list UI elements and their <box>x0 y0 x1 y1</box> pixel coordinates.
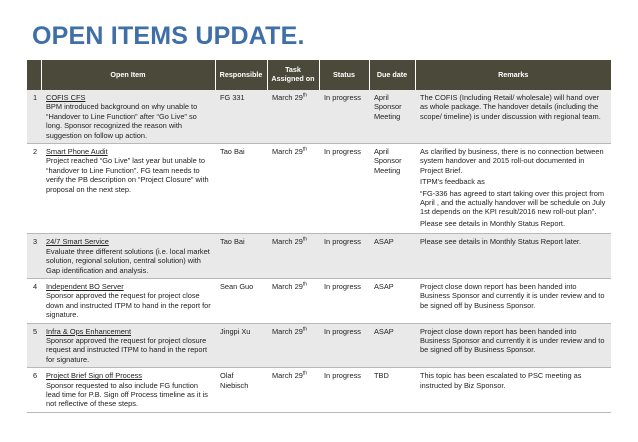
assigned-date: March 29 <box>272 281 303 291</box>
row-number: 1 <box>27 90 41 144</box>
task-assigned-cell <box>267 368 319 413</box>
header-status: Status <box>319 60 369 90</box>
page-title: OPEN ITEMS UPDATE. <box>32 22 305 50</box>
header-number <box>27 60 41 90</box>
open-item-title: COFIS CFS <box>46 93 86 102</box>
status-cell: In progress <box>319 323 369 368</box>
open-item-cell <box>41 234 215 279</box>
remark-text: “FG-336 has agreed to start taking over this project from April , and the actually handover will be schedule on July 1st depends on the KPI result/2016 new roll-out plan”. <box>420 188 606 217</box>
responsible-cell: FG 331 <box>215 90 267 144</box>
table-row <box>27 90 611 144</box>
open-item-title: Smart Phone Audit <box>46 147 108 157</box>
row-number: 4 <box>27 278 41 323</box>
remark-text: Please see details in Monthly Status Report later. <box>420 237 582 247</box>
responsible-cell: Tao Bai <box>215 234 267 279</box>
assigned-date: March 29 <box>272 237 303 247</box>
remark-text: As clarified by business, there is no connection between system handover and 2015 roll-out documented in Project Brief. <box>420 147 604 175</box>
header-responsible: Responsible <box>215 60 267 90</box>
remarks-cell <box>415 368 611 413</box>
open-item-description: BPM introduced background on why unable to “Handover to Line Function” after “Go Live” so long. Sponsor recognized the reason with suggestion on follow up action. <box>46 102 198 140</box>
assigned-date: March 29 <box>272 326 303 336</box>
table-row <box>27 323 611 368</box>
open-item-cell <box>41 278 215 323</box>
date-suffix: th <box>302 281 307 288</box>
date-suffix: th <box>302 236 307 243</box>
remark-text: Project close down report has been handed into Business Sponsor and currently it is under review and to be signed off by Business Sponsor. <box>420 326 605 355</box>
open-item-description: Project reached “Go Live” last year but unable to “handover to Line Function”. FG team needs to verify the PB description on “Project Closure” with proposal on the next step. <box>46 156 209 194</box>
date-suffix: th <box>302 326 307 333</box>
open-item-cell <box>41 90 215 144</box>
task-assigned-cell <box>267 144 319 234</box>
open-item-cell <box>41 323 215 368</box>
table-row <box>27 144 611 234</box>
due-date-cell: ASAP <box>369 323 415 368</box>
open-item-description: Sponsor approved the request for project closure request and instructed ITPM to hand in the report for signature. <box>46 335 208 364</box>
status-cell: In progress <box>319 234 369 279</box>
open-item-title: Infra & Ops Enhancement <box>46 326 132 336</box>
task-assigned-cell <box>267 234 319 279</box>
open-item-description: Sponsor approved the request for project close down and instructed ITPM to hand in the report for signature. <box>46 291 211 320</box>
table-header-row <box>27 60 611 90</box>
due-date-cell: April Sponsor Meeting <box>369 90 415 144</box>
open-item-cell <box>41 368 215 413</box>
row-number: 5 <box>27 323 41 368</box>
open-item-title: 24/7 Smart Service <box>46 237 109 247</box>
date-suffix: th <box>302 370 307 377</box>
responsible-cell: Sean Guo <box>215 278 267 323</box>
open-item-title: Independent BO Server <box>46 281 124 291</box>
responsible-cell: Tao Bai <box>215 144 267 234</box>
row-number: 2 <box>27 144 41 234</box>
table-row <box>27 368 611 413</box>
remark-text: ITPM’s feedback as <box>420 177 485 187</box>
header-due-date: Due date <box>369 60 415 90</box>
status-cell: In progress <box>319 368 369 413</box>
open-item-description: Evaluate three different solutions (i.e. local market solution, regional solution, central solution) with Gap identification and analysis. <box>46 246 210 275</box>
table-row <box>27 234 611 279</box>
task-assigned-cell <box>267 90 319 144</box>
date-suffix: th <box>302 146 307 153</box>
status-cell: In progress <box>319 144 369 234</box>
remarks-cell <box>415 278 611 323</box>
row-number: 3 <box>27 234 41 279</box>
remark-text: Project close down report has been handed into Business Sponsor and currently it is under review and to be signed off by Business Sponsor. <box>420 281 605 310</box>
open-item-cell <box>41 144 215 234</box>
assigned-date: March 29 <box>272 371 303 381</box>
due-date-cell: TBD <box>369 368 415 413</box>
due-date-cell: ASAP <box>369 234 415 279</box>
remark-text: The COFIS (Including Retail/ wholesale) will hand over as whole package. The handover details (including the scope/ timeline) is under discussion with regional team. <box>420 93 601 121</box>
header-task-assigned: Task Assigned on <box>267 60 319 90</box>
due-date-cell: ASAP <box>369 278 415 323</box>
header-open-item: Open Item <box>41 60 215 90</box>
open-item-title: Project Brief Sign off Process <box>46 371 142 381</box>
remarks-cell <box>415 234 611 279</box>
open-items-table <box>27 60 611 413</box>
status-cell: In progress <box>319 278 369 323</box>
remarks-cell <box>415 144 611 234</box>
responsible-cell: Jingpi Xu <box>215 323 267 368</box>
task-assigned-cell <box>267 278 319 323</box>
open-item-description: Sponsor requested to also include FG function lead time for P.B. Sign off Process timeline as it is not reflective of these steps. <box>46 380 208 409</box>
remarks-cell <box>415 323 611 368</box>
date-suffix: th <box>302 92 307 99</box>
due-date-cell: April Sponsor Meeting <box>369 144 415 234</box>
header-remarks: Remarks <box>415 60 611 90</box>
remarks-cell <box>415 90 611 144</box>
table-row <box>27 278 611 323</box>
row-number: 6 <box>27 368 41 413</box>
status-cell: In progress <box>319 90 369 144</box>
assigned-date: March 29 <box>272 147 303 157</box>
responsible-cell: Olaf Niebisch <box>215 368 267 413</box>
remark-text: This topic has been escalated to PSC meeting as instructed by Biz Sponsor. <box>420 371 582 390</box>
assigned-date: March 29 <box>272 93 303 102</box>
task-assigned-cell <box>267 323 319 368</box>
remark-text: Please see details in Monthly Status Report. <box>420 218 566 228</box>
